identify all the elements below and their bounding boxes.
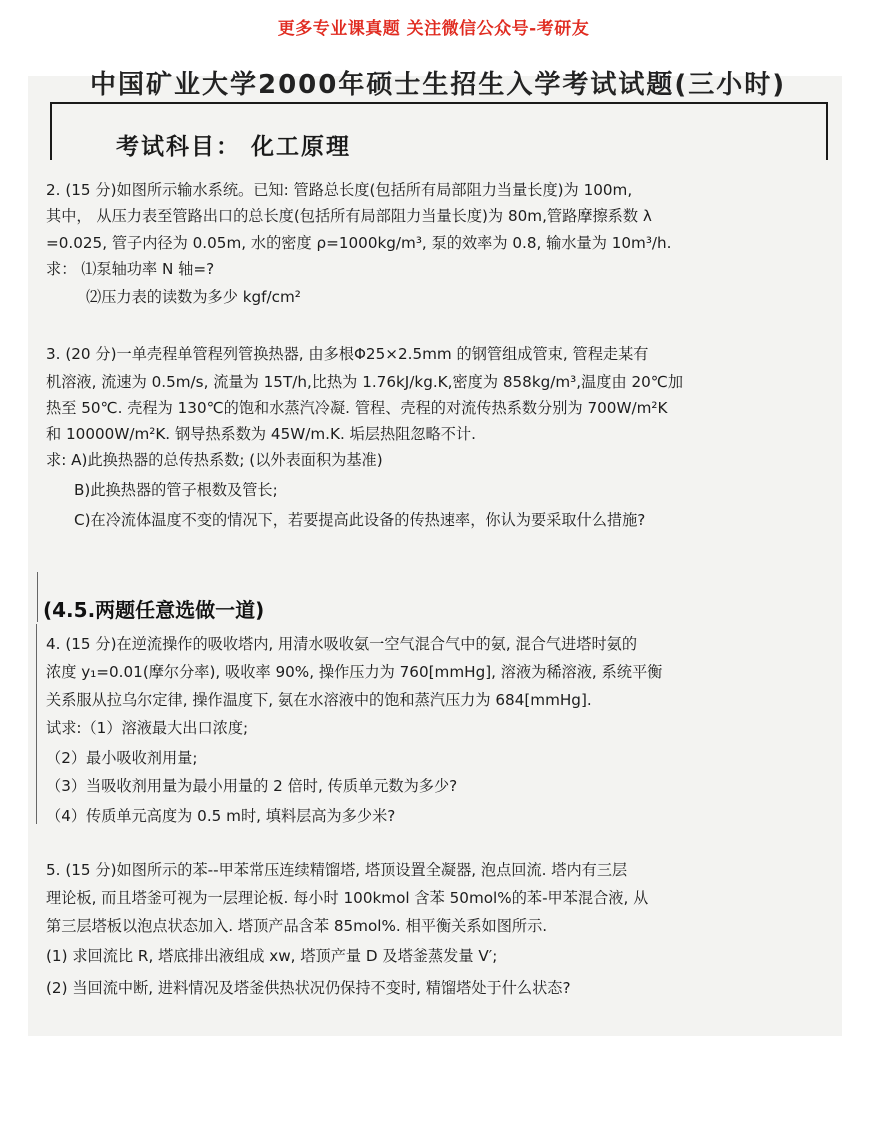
promo-banner: 更多专业课真题 关注微信公众号-考研友 — [277, 19, 590, 39]
q5-line-3: 第三层塔板以泡点状态加入. 塔顶产品含苯 85mol%. 相平衡关系如图所示. — [46, 917, 548, 935]
q5-line-4: (1) 求回流比 R, 塔底排出液组成 xw, 塔顶产量 D 及塔釜蒸发量 V′; — [46, 947, 498, 965]
q4-line-3: 关系服从拉乌尔定律, 操作温度下, 氨在水溶液中的饱和蒸汽压力为 684[mmHg]. — [46, 691, 592, 709]
q3-line-5: 求: A)此换热器的总传热系数; (以外表面积为基准) — [46, 451, 383, 469]
section-title: (4.5.两题任意选做一道) — [43, 598, 265, 622]
q5-line-1: 5. (15 分)如图所示的苯--甲苯常压连续精馏塔, 塔顶设置全凝器, 泡点回流. 塔内有三层 — [46, 861, 628, 879]
scanned-page — [28, 70, 842, 1036]
exam-header-text: 中国矿业大学2000年硕士生招生入学考试试题(三小时) — [90, 70, 787, 100]
q4-line-6: （3）当吸收剂用量为最小用量的 2 倍时, 传质单元数为多少? — [46, 777, 458, 795]
box-border-top — [50, 102, 828, 104]
box-border-right — [826, 102, 828, 160]
q2-line-2: 其中， 从压力表至管路出口的总长度(包括所有局部阻力当量长度)为 80m,管路摩擦系数 λ — [46, 207, 652, 225]
q4-line-1: 4. (15 分)在逆流操作的吸收塔内, 用清水吸收氨一空气混合气中的氨, 混合气进塔时氨的 — [46, 635, 638, 653]
q3-line-2: 机溶液, 流速为 0.5m/s, 流量为 15T/h,比热为 1.76kJ/kg.K,密度为 858kg/m³,温度由 20℃加 — [46, 373, 684, 391]
q2-line-4: 求： ⑴泵轴功率 N 轴=? — [46, 260, 215, 278]
q2-line-3: =0.025, 管子内径为 0.05m, 水的密度 ρ=1000kg/m³, 泵的效率为 0.8, 输水量为 10m³/h. — [46, 234, 672, 252]
q3-line-7: C)在冷流体温度不变的情况下，若要提高此设备的传热速率，你认为要采取什么措施? — [74, 511, 646, 529]
exam-subject: 考试科目： 化工原理 — [116, 133, 352, 160]
q2-line-5: ⑵压力表的读数为多少 kgf/cm² — [86, 288, 301, 306]
q3-line-1: 3. (20 分)一单壳程单管程列管换热器, 由多根Φ25×2.5mm 的钢管组成管束, 管程走某有 — [46, 345, 649, 363]
exam-header — [90, 63, 850, 100]
q5-line-2: 理论板, 而且塔釜可视为一层理论板. 每小时 100kmol 含苯 50mol%的苯-甲苯混合液, 从 — [46, 889, 649, 907]
q2-line-1: 2. (15 分)如图所示输水系统。已知: 管路总长度(包括所有局部阻力当量长度)为 100m, — [46, 181, 633, 199]
q3-line-4: 和 10000W/m²K. 钢导热系数为 45W/m.K. 垢层热阻忽略不计. — [46, 425, 476, 443]
box-border-left — [50, 102, 52, 160]
q4-line-7: （4）传质单元高度为 0.5 m时, 填料层高为多少米? — [46, 807, 396, 825]
q4-line-2: 浓度 y₁=0.01(摩尔分率), 吸收率 90%, 操作压力为 760[mmHg], 溶液为稀溶液, 系统平衡 — [46, 663, 663, 681]
q5-line-5: (2) 当回流中断, 进料情况及塔釜供热状况仍保持不变时, 精馏塔处于什么状态? — [46, 979, 571, 997]
q4-line-4: 试求:（1）溶液最大出口浓度; — [46, 719, 249, 737]
scan-margin-mark — [37, 572, 38, 622]
q3-line-3: 热至 50℃. 壳程为 130℃的饱和水蒸汽冷凝. 管程、壳程的对流传热系数分别为 700W/m²K — [46, 399, 668, 417]
q4-line-5: （2）最小吸收剂用量; — [46, 749, 198, 767]
q3-line-6: B)此换热器的管子根数及管长; — [74, 481, 278, 499]
scan-margin-mark-2 — [36, 624, 37, 824]
